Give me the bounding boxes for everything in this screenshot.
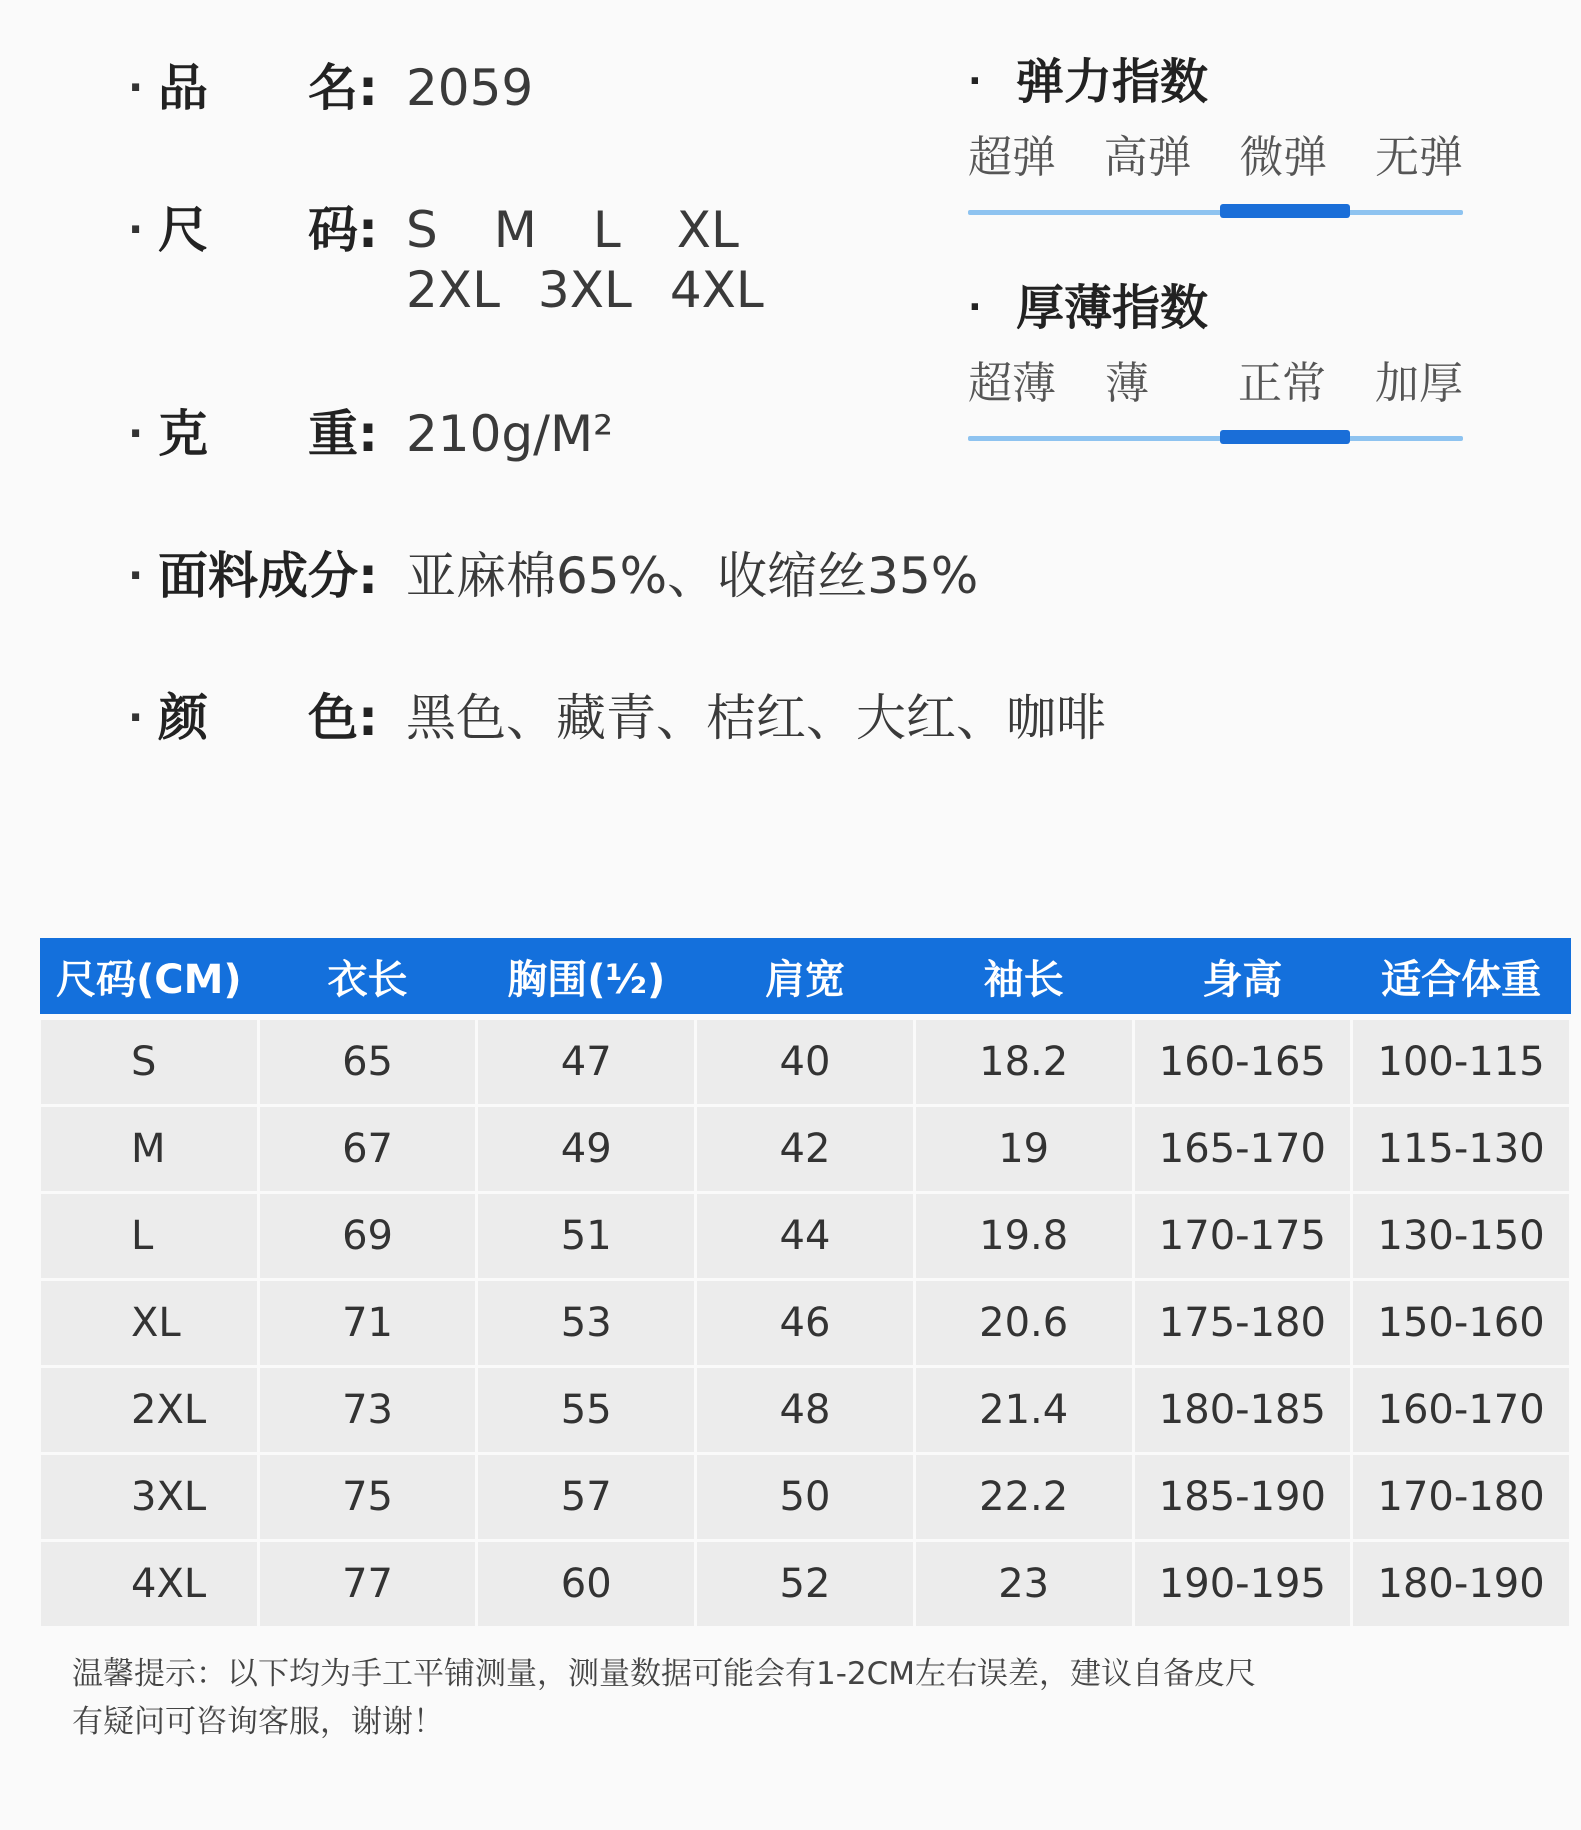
table-cell: 180-190 — [1352, 1541, 1571, 1628]
table-row — [40, 1541, 1571, 1628]
bullet-icon: · — [128, 207, 144, 253]
elasticity-option: 无弹 — [1374, 132, 1463, 183]
table-cell: 44 — [696, 1193, 915, 1280]
table-header: 肩宽 — [696, 938, 915, 1017]
table-header: 适合体重 — [1352, 938, 1571, 1017]
table-cell: 3XL — [40, 1454, 259, 1541]
elasticity-bar — [968, 210, 1463, 215]
table-cell: L — [40, 1193, 259, 1280]
table-cell: 69 — [258, 1193, 477, 1280]
spec-name-row — [128, 58, 533, 118]
table-cell: 185-190 — [1133, 1454, 1352, 1541]
table-cell: 18.2 — [914, 1017, 1133, 1106]
table-cell: 77 — [258, 1541, 477, 1628]
table-cell: 190-195 — [1133, 1541, 1352, 1628]
table-header: 胸围(½) — [477, 938, 696, 1017]
table-cell: 50 — [696, 1454, 915, 1541]
table-cell: 75 — [258, 1454, 477, 1541]
table-cell: 20.6 — [914, 1280, 1133, 1367]
thickness-index — [968, 278, 1463, 441]
spec-weight-label: 克 重: — [158, 405, 378, 463]
table-body — [40, 1017, 1571, 1628]
tip-note — [72, 1650, 1256, 1746]
table-header: 袖长 — [914, 938, 1133, 1017]
thickness-option: 超薄 — [968, 358, 1056, 409]
table-cell: 55 — [477, 1367, 696, 1454]
elasticity-title: · 弹力指数 — [968, 54, 1209, 110]
elasticity-selected-marker — [1220, 204, 1350, 218]
table-cell: 115-130 — [1352, 1106, 1571, 1193]
table-header: 身高 — [1133, 938, 1352, 1017]
table-cell: 170-180 — [1352, 1454, 1571, 1541]
elasticity-option: 微弹 — [1239, 132, 1328, 183]
table-cell: 48 — [696, 1367, 915, 1454]
table-row — [40, 1193, 1571, 1280]
bullet-icon: · — [968, 61, 982, 102]
table-cell: 19 — [914, 1106, 1133, 1193]
table-cell: 65 — [258, 1017, 477, 1106]
spec-fabric-label: 面料成分: — [158, 547, 378, 605]
spec-size-label: 尺 码: — [158, 201, 378, 259]
size-table — [38, 938, 1572, 1629]
elasticity-options — [968, 130, 1463, 186]
spec-size-values — [406, 200, 802, 320]
thickness-selected-marker — [1220, 430, 1350, 444]
table-cell: 51 — [477, 1193, 696, 1280]
table-row — [40, 1106, 1571, 1193]
table-cell: 100-115 — [1352, 1017, 1571, 1106]
table-cell: 160-170 — [1352, 1367, 1571, 1454]
table-cell: 170-175 — [1133, 1193, 1352, 1280]
table-cell: 180-185 — [1133, 1367, 1352, 1454]
thickness-options — [968, 356, 1463, 412]
table-cell: 57 — [477, 1454, 696, 1541]
table-cell: 165-170 — [1133, 1106, 1352, 1193]
table-cell: 21.4 — [914, 1367, 1133, 1454]
table-cell: 60 — [477, 1541, 696, 1628]
table-row — [40, 1017, 1571, 1106]
table-cell: S — [40, 1017, 259, 1106]
table-row — [40, 1367, 1571, 1454]
table-row — [40, 1454, 1571, 1541]
table-cell: 73 — [258, 1367, 477, 1454]
spec-weight-value: 210g/M² — [406, 405, 614, 463]
bullet-icon: · — [128, 553, 144, 599]
spec-fabric-value: 亚麻棉65%、收缩丝35% — [406, 547, 979, 605]
table-cell: 160-165 — [1133, 1017, 1352, 1106]
table-cell: 49 — [477, 1106, 696, 1193]
table-header: 衣长 — [258, 938, 477, 1017]
spec-name-label: 品 名: — [158, 59, 378, 117]
table-cell: 67 — [258, 1106, 477, 1193]
table-cell: 2XL — [40, 1367, 259, 1454]
table-cell: 53 — [477, 1280, 696, 1367]
bullet-icon: · — [128, 65, 144, 111]
tip-line-2: 有疑问可咨询客服，谢谢！ — [72, 1704, 444, 1740]
table-cell: XL — [40, 1280, 259, 1367]
table-cell: 22.2 — [914, 1454, 1133, 1541]
thickness-option: 加厚 — [1375, 358, 1463, 409]
table-cell: 19.8 — [914, 1193, 1133, 1280]
bullet-icon: · — [968, 287, 982, 328]
table-row — [40, 1280, 1571, 1367]
spec-fabric-row — [128, 546, 978, 606]
size-line-2: 2XL 3XL 4XL — [406, 261, 764, 319]
spec-weight-row — [128, 404, 613, 464]
table-cell: 175-180 — [1133, 1280, 1352, 1367]
table-cell: 40 — [696, 1017, 915, 1106]
table-cell: 23 — [914, 1541, 1133, 1628]
thickness-bar — [968, 436, 1463, 441]
table-header: 尺码(CM) — [40, 938, 259, 1017]
bullet-icon: · — [128, 695, 144, 741]
bullet-icon: · — [128, 411, 144, 457]
table-cell: 52 — [696, 1541, 915, 1628]
table-cell: 130-150 — [1352, 1193, 1571, 1280]
table-cell: 4XL — [40, 1541, 259, 1628]
table-cell: 42 — [696, 1106, 915, 1193]
table-cell: 71 — [258, 1280, 477, 1367]
table-cell: M — [40, 1106, 259, 1193]
elasticity-index — [968, 52, 1463, 215]
tip-line-1: 温馨提示：以下均为手工平铺测量，测量数据可能会有1-2CM左右误差，建议自备皮尺 — [72, 1656, 1257, 1692]
table-cell: 46 — [696, 1280, 915, 1367]
spec-name-value: 2059 — [406, 59, 534, 117]
thickness-option: 薄 — [1105, 358, 1149, 409]
spec-color-row — [128, 688, 1106, 748]
table-cell: 150-160 — [1352, 1280, 1571, 1367]
table-header-row — [40, 938, 1571, 1017]
spec-color-value: 黑色、藏青、桔红、大红、咖啡 — [406, 689, 1106, 747]
elasticity-option: 超弹 — [968, 132, 1056, 183]
thickness-title: · 厚薄指数 — [968, 280, 1209, 336]
elasticity-option: 高弹 — [1103, 132, 1192, 183]
spec-color-label: 颜 色: — [158, 689, 378, 747]
thickness-option: 正常 — [1238, 358, 1326, 409]
table-cell: 47 — [477, 1017, 696, 1106]
spec-size-row — [128, 200, 802, 320]
size-line-1: S M L XL — [406, 201, 739, 259]
